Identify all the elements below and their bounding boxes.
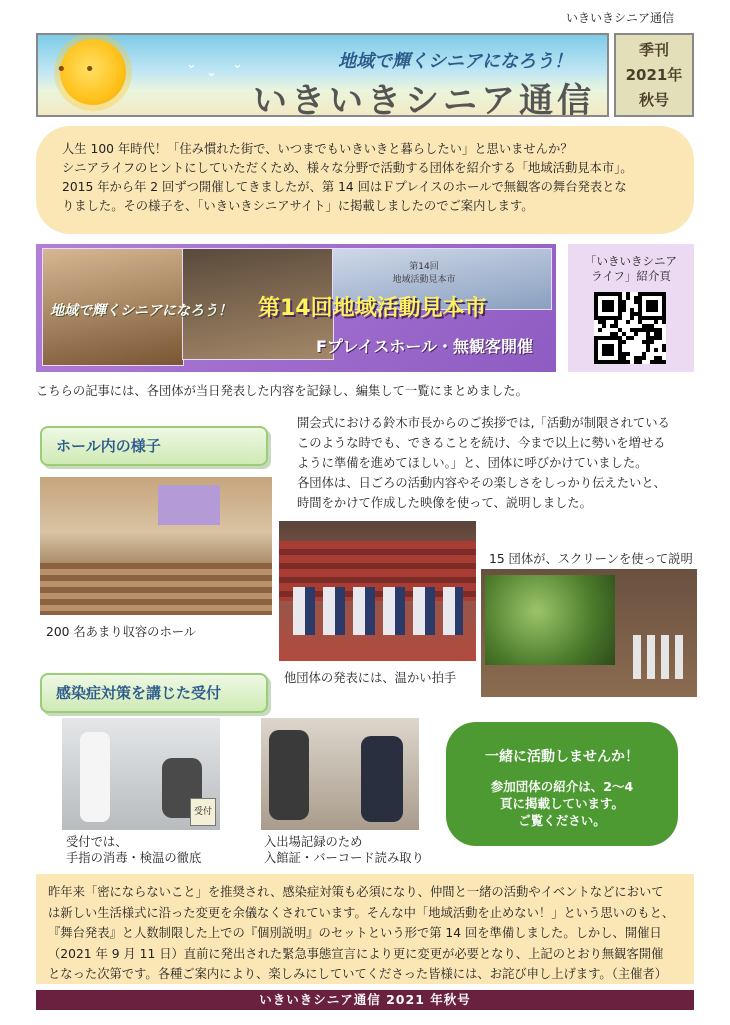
qr-module	[622, 308, 626, 312]
section-title-reception: 感染症対策を講じた受付	[40, 673, 268, 713]
note-line: は新しい生活様式に沿った変更を余儀なくされています。そんな中「地域活動を止めない！」という思いのもと、	[48, 905, 675, 920]
newsletter-top-label: いきいきシニア通信	[566, 11, 675, 25]
qr-module	[662, 348, 666, 352]
seagull-icon: ⌄	[206, 65, 217, 80]
qr-module	[610, 352, 614, 356]
qr-module	[626, 296, 630, 300]
qr-module	[626, 352, 630, 356]
event-banner	[36, 244, 556, 372]
presenters	[633, 635, 689, 679]
qr-module	[642, 356, 646, 360]
qr-module	[658, 336, 662, 340]
applause-photo	[279, 521, 476, 661]
staff-figure	[80, 732, 110, 822]
join-callout	[446, 722, 678, 846]
screen-text: 地域活動見本市	[392, 275, 456, 285]
qr-module	[622, 340, 626, 344]
qr-module	[654, 308, 658, 312]
seagull-icon: ⌄	[232, 57, 243, 72]
paragraph-line: 各団体は、日ごろの活動内容やその楽しさをしっかり伝えたいと、	[297, 476, 666, 490]
paragraph-line: 開会式における鈴木市長からのご挨拶では,「活動が制限されている	[297, 416, 670, 430]
projected-screen	[485, 575, 615, 665]
paragraph-line: このような時でも、できることを続け、今まで以上に勢いを増せる	[297, 436, 666, 450]
qr-label-line: ライフ」紹介頁	[591, 269, 671, 283]
qr-code-icon[interactable]	[594, 292, 666, 364]
qr-module	[602, 324, 606, 328]
caption-screen: 15 団体が、スクリーンを使って説明	[489, 552, 693, 566]
intro-line: 2015 年から年 2 回ずつ開催してきましたが、第 14 回はＦプレイスのホールで無観客の舞台発表とな	[62, 180, 627, 194]
visitor-figure	[361, 736, 403, 822]
qr-module	[654, 320, 658, 324]
seagull-icon: ⌄	[186, 57, 197, 72]
hall-screen	[158, 485, 220, 525]
hall-photo	[40, 477, 272, 615]
caption-applause: 他団体の発表には、温かい拍手	[284, 671, 457, 685]
qr-box	[568, 244, 694, 372]
qr-module	[598, 328, 602, 332]
masthead-subtitle: 地域で輝くシニアになろう！	[338, 51, 572, 72]
qr-module	[634, 332, 638, 336]
reception-photo	[62, 718, 220, 830]
qr-module	[654, 348, 658, 352]
section1-paragraph	[297, 413, 697, 513]
callout-line: 頁に掲載しています。	[499, 796, 624, 811]
banner-slogan: 地域で輝くシニアになろう！	[50, 303, 232, 319]
record-note: こちらの記事には、各団体が当日発表した内容を記録し、編集して一覧にまとめました。	[36, 384, 528, 398]
qr-label	[568, 254, 694, 284]
qr-module	[638, 360, 642, 364]
qr-module	[626, 360, 630, 364]
issue-box	[614, 33, 694, 117]
caption-hall: 200 名あまり収容のホール	[46, 625, 197, 639]
note-line: 昨年来「密にならないこと」を推奨され、感染症対策も必須になり、仲間と一緒の活動やイベントなどにおいて	[48, 885, 664, 899]
organizer-note	[36, 874, 694, 984]
intro-box	[36, 126, 694, 234]
masthead-title: いきいきシニア通信	[253, 81, 595, 117]
caption-entry-record	[264, 834, 424, 866]
qr-module	[630, 316, 634, 320]
qr-module	[618, 316, 622, 320]
qr-module	[662, 320, 666, 324]
entry-record-photo	[261, 718, 419, 830]
callout-line: 参加団体の紹介は、2～4	[490, 779, 634, 794]
caption-reception	[66, 834, 201, 866]
screen-photo	[481, 569, 697, 697]
intro-line: りました。その様子を、「いきいきシニアサイト」に掲載しましたのでご案内します。	[62, 199, 534, 213]
paragraph-line: 時間をかけて作成した映像を使って、説明しました。	[297, 496, 592, 510]
callout-line: ご覧ください。	[518, 813, 606, 828]
qr-module	[626, 320, 630, 324]
caption-line: 入出場記録のため	[264, 835, 363, 849]
qr-module	[662, 360, 666, 364]
intro-line: 人生 100 年時代！「住み慣れた街で、いつまでもいきいきと暮らしたい」と思いませんか？	[62, 142, 573, 156]
performers	[293, 587, 463, 635]
qr-module	[610, 308, 614, 312]
banner-event-title: 第14回地域活動見本市	[258, 296, 487, 321]
issue-type: 季刊	[638, 41, 669, 59]
note-line: （2021 年 9 月 11 日）直前に発出された緊急事態宣言により更に変更が必要となり、上記のとおり無観客開催	[48, 946, 664, 961]
caption-line: 入館証・バーコード読み取り	[264, 851, 424, 865]
banner-venue: Fプレイスホール・無観客開催	[316, 337, 534, 356]
callout-body	[446, 778, 678, 829]
note-line: 『舞台発表』と人数制限した上での『個別説明』のセットという形で第 14 回を準備しました。しかし、開催日	[48, 926, 662, 940]
reception-sign: 受付	[190, 798, 216, 826]
intro-line: シニアライフのヒントにしていただくため、様々な分野で活動する団体を紹介する「地域活動見本市」。	[62, 161, 633, 175]
section-title-hall: ホール内の様子	[40, 426, 268, 466]
paragraph-line: ように準備を進めてほしい。」と、団体に呼びかけていました。	[297, 456, 648, 470]
caption-line: 受付では、	[66, 835, 128, 849]
note-line: となった次第です。各種ご案内により、楽しみにしていてくださった皆様には、お詫び申し上げます。（主催者）	[48, 967, 668, 981]
sun-face-icon: • •	[56, 59, 101, 80]
qr-module	[630, 336, 634, 340]
footer-bar: いきいきシニア通信 2021 年秋号	[36, 990, 694, 1010]
staff-figure	[269, 730, 309, 820]
qr-label-line: 「いきいきシニア	[585, 254, 677, 268]
qr-module	[650, 340, 654, 344]
caption-line: 手指の消毒・検温の徹底	[66, 851, 202, 865]
masthead	[36, 33, 609, 117]
qr-module	[646, 348, 650, 352]
hall-seats	[40, 563, 272, 615]
screen-text: 第14回	[409, 262, 439, 272]
issue-year: 2021年	[625, 66, 683, 84]
issue-season: 秋号	[638, 91, 669, 109]
callout-title: 一緒に活動しませんか！	[485, 749, 639, 765]
